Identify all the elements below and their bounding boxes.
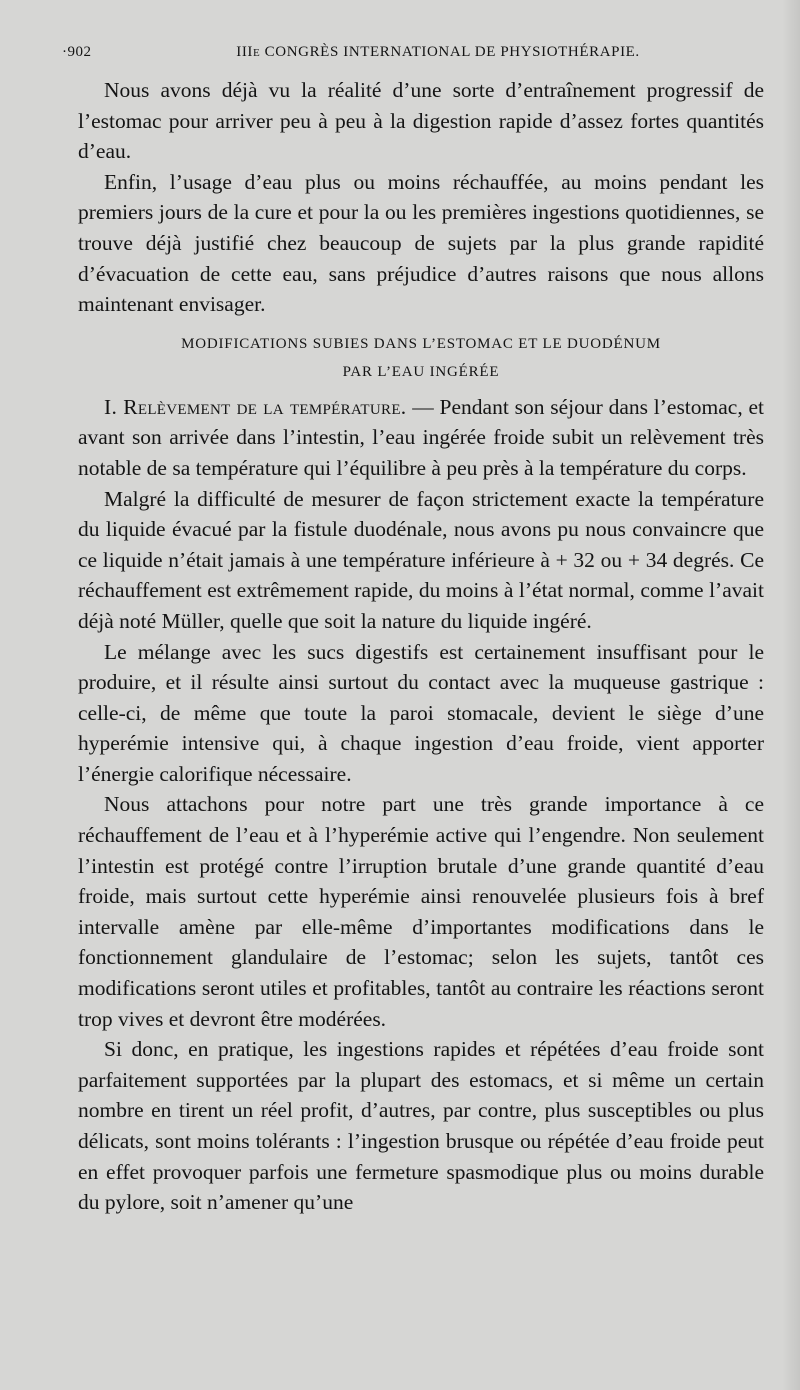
running-head: IIIe CONGRÈS INTERNATIONAL DE PHYSIOTHÉRAPIE. xyxy=(236,44,640,60)
page-header xyxy=(62,44,764,61)
paragraph-4: Le mélange avec les sucs digestifs est certainement insuffisant pour le produire, et il résulte ainsi surtout du contact avec la muqueuse gastrique : celle-ci, de même que toute la paroi stomacale, devient le siège d’une hyperémie intensive qui, à chaque ingestion d’eau froide, vient apporter l’énergie calorifique nécessaire. xyxy=(78,639,764,786)
section-heading-line-1: MODIFICATIONS SUBIES DANS L’ESTOMAC ET LE DUODÉNUM xyxy=(181,335,661,352)
subsection-dash: — xyxy=(406,394,440,419)
section-heading xyxy=(78,330,764,386)
paragraph-3: Malgré la difficulté de mesurer de façon strictement exacte la température du liquide évacué par la fistule duodénale, nous avons pu nous convaincre que ce liquide n’était jamais à une température inférieure à + 32 ou + 34 degrés. Ce réchauffement est extrêmement rapide, du moins à l’état normal, comme l’avait déjà noté Müller, quelle que soit la nature du liquide ingéré. xyxy=(78,486,764,633)
subsection-text: Pendant son séjour dans l’estomac, et avant son arrivée dans l’intestin, l’eau ingérée froide subit un relèvement très notable de sa température qui l’équilibre à peu près à la température du corps. xyxy=(78,394,765,480)
paragraph-6: Si donc, en pratique, les ingestions rapides et répétées d’eau froide sont parfaitement supportées par la plupart des estomacs, et si même un certain nombre en tirent un réel profit, d’autres, par contre, plus susceptibles ou plus délicats, sont moins tolérants : l’ingestion brusque ou répétée d’eau froide peut en effet provoquer parfois une fermeture spasmodique plus ou moins durable du pylore, soit n’amener qu’une xyxy=(78,1037,764,1215)
subsection-paragraph xyxy=(78,392,764,484)
paragraph-5: Nous attachons pour notre part une très grande importance à ce réchauffement de l’eau et à l’hyperémie active qui l’engendre. Non seulement l’intestin est protégé contre l’irruption brutale d’une grande quantité d’eau froide, mais surtout cette hyperémie ainsi renouvelée plusieurs fois à bref intervalle amène par elle-même d’importantes modifications dans le fonctionnement glandulaire de l’estomac; selon les sujets, tantôt ces modifications seront utiles et profitables, tantôt au contraire les réactions seront trop vives et devront être modérées. xyxy=(78,792,764,1031)
subsection-label: I. Relèvement de la température. xyxy=(104,394,407,419)
page-number: ·902 xyxy=(62,44,92,60)
page-edge-shadow xyxy=(782,0,800,1390)
paragraph-1: Nous avons déjà vu la réalité d’une sorte d’entraînement progressif de l’estomac pour arriver peu à peu à la digestion rapide d’assez fortes quantités d’eau. xyxy=(78,78,764,164)
paragraph-2: Enfin, l’usage d’eau plus ou moins réchauffée, au moins pendant les premiers jours de la cure et pour la ou les premières ingestions quotidiennes, se trouve déjà justifié chez beaucoup de sujets par la plus grande rapidité d’évacuation de cette eau, sans préjudice d’autres raisons que nous allons maintenant envisager. xyxy=(78,169,764,317)
section-heading-line-2: PAR L’EAU INGÉRÉE xyxy=(342,363,500,380)
